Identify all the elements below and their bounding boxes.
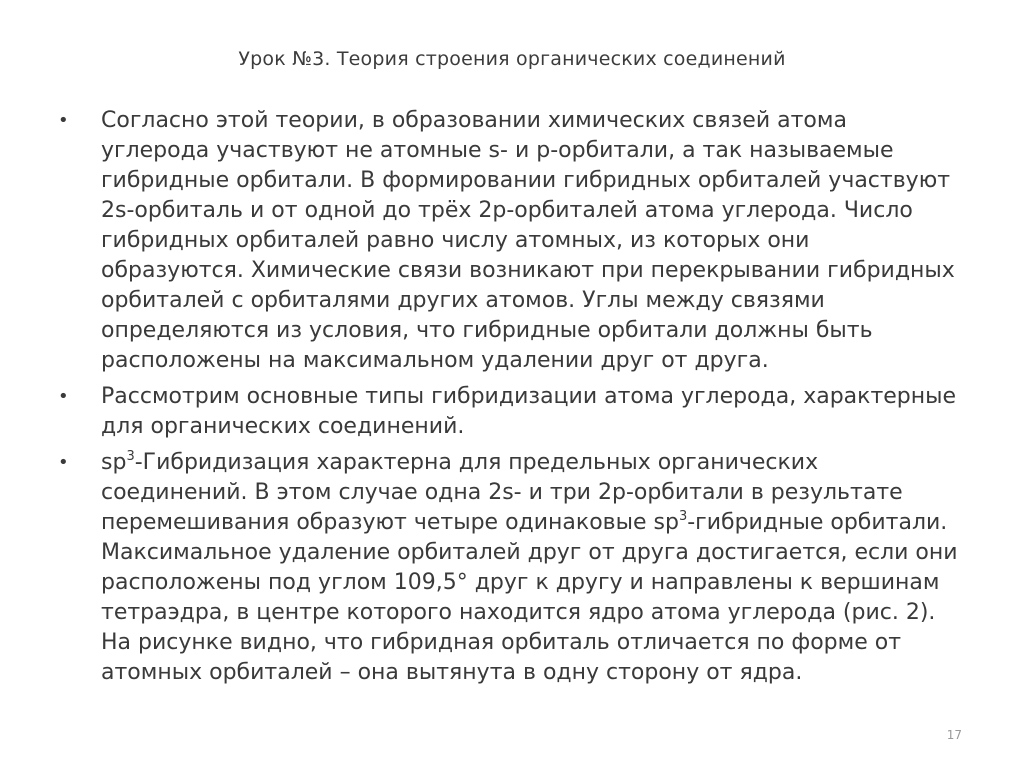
- slide-title: Урок №3. Теория строения органических соединений: [238, 48, 786, 70]
- bullet-icon: •: [58, 452, 69, 473]
- superscript: 3: [126, 449, 135, 464]
- text-fragment: -Гибридизация характерна для предельных органических соединений. В этом случае одна 2s- и три 2р-орбитали в результате перемешивания образуют четыре одинаковые sp: [101, 450, 903, 535]
- bullet-list: [58, 106, 958, 694]
- bullet-text: Рассмотрим основные типы гибридизации атома углерода, характерные для органических соединений.: [101, 384, 957, 439]
- bullet-icon: •: [58, 110, 69, 131]
- bullet-text: Согласно этой теории, в образовании химических связей атома углерода участвуют не атомные s- и р-орбитали, а так называемые гибридные орбитали. В формировании гибридных орбиталей участвуют 2s-орбиталь и от одной до трёх 2р-орбиталей атома углерода. Число гибридных орбиталей равно числу атомных, из которых они образуются. Химические связи возникают при перекрывании гибридных орбиталей с орбиталями других атомов. Углы между связями определяются из условия, что гибридные орбитали должны быть расположены на максимальном удалении друг от друга.: [101, 108, 955, 373]
- bullet-text: [101, 450, 958, 685]
- bullet-item-2: [58, 382, 958, 442]
- text-fragment: sp: [101, 450, 127, 475]
- bullet-icon: •: [58, 386, 69, 407]
- bullet-item-3: [58, 448, 958, 688]
- text-fragment: -гибридные орбитали. Максимальное удаление орбиталей друг от друга достигается, если они расположены под углом 109,5° друг к другу и направлены к вершинам тетраэдра, в центре которого находится ядро атома углерода (рис. 2). На рисунке видно, что гибридная орбиталь отличается по форме от атомных орбиталей – она вытянута в одну сторону от ядра.: [101, 510, 958, 685]
- page-number: 17: [946, 728, 962, 742]
- superscript: 3: [678, 509, 688, 524]
- bullet-item-1: [58, 106, 958, 376]
